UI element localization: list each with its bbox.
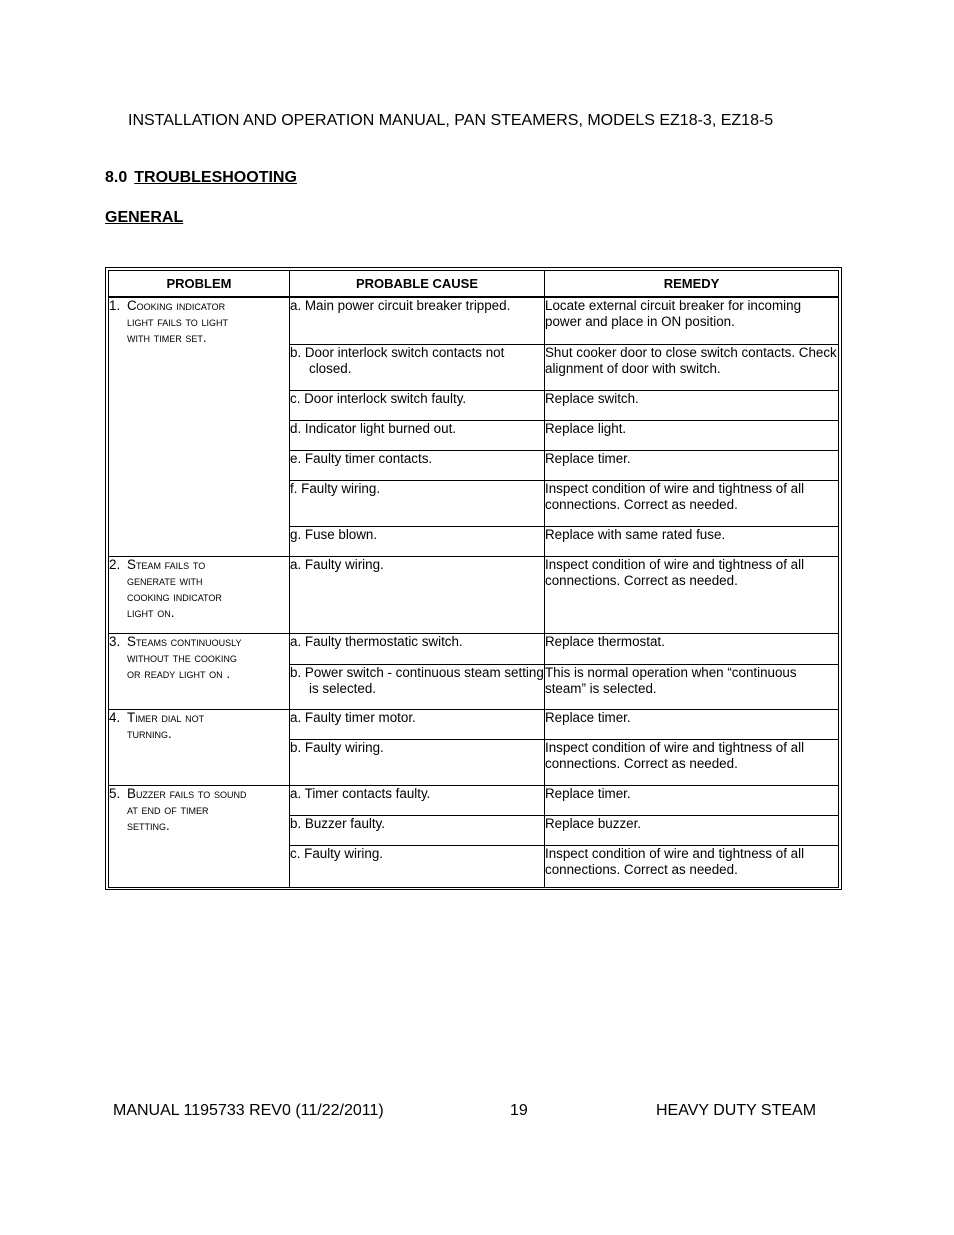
problem-description [127,710,204,742]
problem-cell [109,556,290,633]
cause-text: e. Faulty timer contacts. [290,450,433,466]
remedy-cell [545,845,839,887]
remedy-cell [545,739,839,785]
remedy-text: Replace buzzer. [545,815,642,831]
cause-cell [290,709,545,739]
remedy-text: Replace thermostat. [545,633,665,649]
cause-text: a. Faulty wiring. [290,556,384,572]
cause-cell [290,390,545,420]
cause-cell [290,785,545,815]
column-header-problem: PROBLEM [109,271,290,298]
problem-description [127,634,242,682]
troubleshooting-table-frame [105,267,842,890]
troubleshooting-table [108,270,839,888]
remedy-text: Inspect condition of wire and tightness of all connections. Correct as needed. [545,845,805,877]
column-header-remedy: REMEDY [545,271,839,298]
problem-line: light on. [127,604,175,620]
cause-text: a. Faulty timer motor. [290,709,416,725]
cause-text: a. Timer contacts faulty. [290,785,431,801]
table-row [109,556,839,633]
cause-cell [290,664,545,709]
cause-cell [290,845,545,887]
problem-line: or ready light on . [127,665,231,681]
remedy-text: Replace switch. [545,390,639,406]
section-heading [105,169,297,187]
remedy-text: This is normal operation when “continuous steam” is selected. [545,664,797,696]
remedy-text: Replace timer. [545,450,631,466]
table-row [109,709,839,739]
remedy-cell [545,709,839,739]
cause-text: g. Fuse blown. [290,526,378,542]
problem-line: turning. [127,725,172,741]
problem-line: Steams continuously [127,633,242,649]
table-header-row [109,271,839,298]
problem-line: Timer dial not [127,709,205,725]
footer-page-number: 19 [510,1102,528,1119]
remedy-text: Replace timer. [545,709,631,725]
remedy-text: Inspect condition of wire and tightness of all connections. Correct as needed. [545,556,805,588]
cause-text: b. Buzzer faulty. [290,815,386,831]
cause-text: c. Door interlock switch faulty. [290,390,467,406]
problem-description [127,298,228,346]
remedy-text: Replace light. [545,420,627,436]
table-body [109,297,839,887]
problem-cell [109,633,290,709]
cause-text: b. Door interlock switch contacts not closed. [290,344,505,376]
cause-cell [290,526,545,556]
problem-cell [109,297,290,556]
remedy-cell [545,556,839,633]
problem-number: 3. [109,633,121,649]
problem-number: 2. [109,556,121,572]
cause-text: f. Faulty wiring. [290,480,381,496]
problem-line: generate with [127,572,203,588]
remedy-text: Replace with same rated fuse. [545,526,726,542]
cause-cell [290,344,545,390]
remedy-cell [545,344,839,390]
cause-text: c. Faulty wiring. [290,845,384,861]
remedy-cell [545,526,839,556]
remedy-cell [545,785,839,815]
remedy-text: Shut cooker door to close switch contacts. Check alignment of door with switch. [545,344,837,376]
cause-text: a. Faulty thermostatic switch. [290,633,463,649]
remedy-text: Locate external circuit breaker for incoming power and place in ON position. [545,298,802,329]
remedy-text: Replace timer. [545,785,631,801]
problem-description [127,557,222,621]
document-header: INSTALLATION AND OPERATION MANUAL, PAN STEAMERS, MODELS EZ18-3, EZ18-5 [128,112,774,129]
cause-cell [290,556,545,633]
problem-number: 5. [109,785,121,801]
table-row [109,633,839,664]
problem-line: Cooking indicator [127,298,226,313]
cause-cell [290,420,545,450]
problem-description [127,786,246,834]
remedy-cell [545,480,839,526]
problem-line: Buzzer fails to sound [127,785,247,801]
cause-cell [290,739,545,785]
section-title: TROUBLESHOOTING [134,169,297,186]
problem-line: cooking indicator [127,588,222,604]
problem-number: 4. [109,709,121,725]
remedy-cell [545,633,839,664]
section-number: 8.0 [105,169,128,186]
cause-text: d. Indicator light burned out. [290,420,457,436]
cause-text: b. Power switch - continuous steam setting is selected. [290,664,544,696]
table-row [109,297,839,344]
cause-cell [290,480,545,526]
subsection-heading: GENERAL [105,209,184,226]
remedy-text: Inspect condition of wire and tightness of all connections. Correct as needed. [545,739,805,771]
remedy-cell [545,664,839,709]
cause-cell [290,450,545,480]
problem-line: at end of timer [127,801,209,817]
problem-cell [109,709,290,785]
footer-product-line: HEAVY DUTY STEAM [656,1102,817,1119]
problem-number: 1. [109,298,121,313]
problem-line: setting. [127,817,170,833]
cause-text: b. Faulty wiring. [290,739,384,755]
problem-line: without the cooking [127,649,237,665]
remedy-cell [545,390,839,420]
remedy-cell [545,815,839,845]
table-row [109,785,839,815]
remedy-cell [545,297,839,344]
problem-cell [109,785,290,887]
remedy-cell [545,420,839,450]
remedy-text: Inspect condition of wire and tightness of all connections. Correct as needed. [545,480,805,512]
problem-line: light fails to light [127,314,229,329]
remedy-cell [545,450,839,480]
cause-cell [290,815,545,845]
column-header-cause: PROBABLE CAUSE [290,271,545,298]
cause-cell [290,297,545,344]
problem-line: with timer set. [127,330,207,345]
cause-cell [290,633,545,664]
problem-line: Steam fails to [127,556,206,572]
cause-text: a. Main power circuit breaker tripped. [290,298,511,313]
footer-manual-id: MANUAL 1195733 REV0 (11/22/2011) [113,1102,384,1119]
